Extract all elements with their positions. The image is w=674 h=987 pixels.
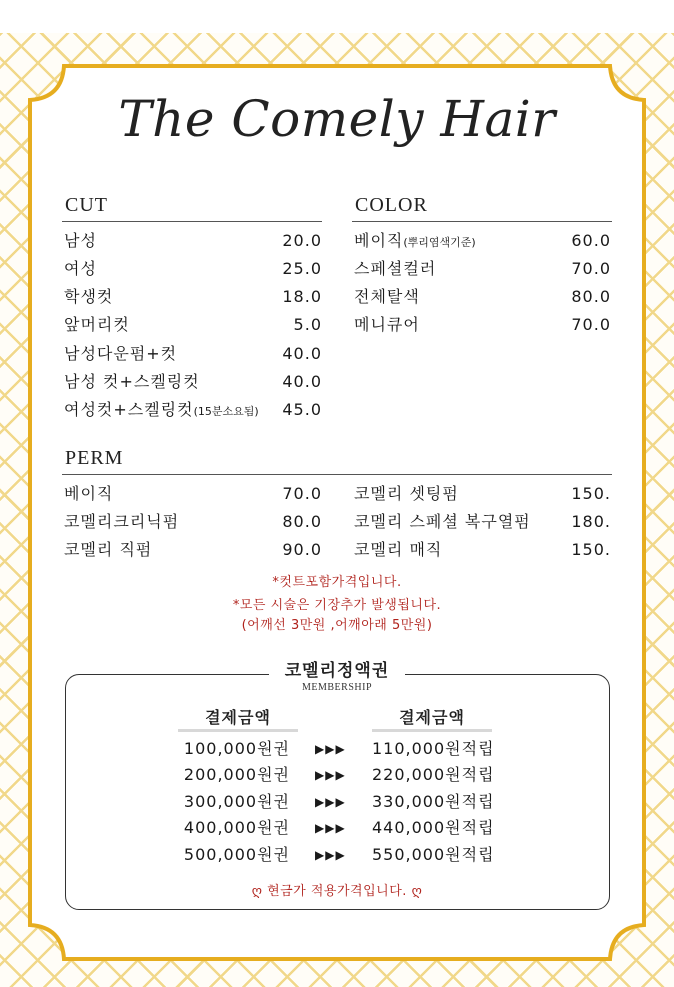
color-item (354, 285, 611, 309)
cut-rule (62, 221, 322, 222)
color-heading: COLOR (355, 194, 428, 216)
membership-row (0, 737, 674, 761)
cut-item-price: 45.0 (282, 400, 322, 419)
cut-item (64, 398, 322, 422)
color-item-price: 70.0 (571, 259, 611, 278)
membership-reward-amount: 110,000원적립 (372, 739, 495, 758)
cut-item-name: 앞머리컷 (64, 315, 130, 334)
membership-row (0, 843, 674, 867)
membership-note (0, 880, 674, 899)
notice-line: *모든 시술은 기장추가 발생됩니다. (232, 598, 442, 613)
membership-title (0, 656, 674, 681)
cut-item-price: 18.0 (282, 287, 322, 306)
membership-note-text: 현금가 적용가격입니다. (267, 884, 407, 899)
membership-reward-amount: 220,000원적립 (372, 765, 495, 784)
membership-arrow-icon: ▶▶▶ (315, 795, 346, 809)
cut-item-price: 40.0 (282, 344, 322, 363)
heart-icon: ღ (411, 884, 423, 899)
perm-heading: PERM (65, 447, 124, 469)
perm-item (64, 538, 322, 562)
notice-line: *컷트포함가격입니다. (272, 575, 402, 590)
cut-item-name: 남성 (64, 231, 97, 250)
membership-pay-amount: 300,000원권 (183, 792, 290, 811)
membership-pay-amount: 400,000원권 (183, 818, 290, 837)
perm-item-name: 코멜리크리닉펌 (64, 512, 180, 531)
perm-item (354, 482, 611, 506)
cut-item-price: 5.0 (293, 315, 322, 334)
cut-item (64, 285, 322, 309)
cut-item-name: 학생컷 (64, 287, 114, 306)
color-item-price: 70.0 (571, 315, 611, 334)
color-rule (352, 221, 612, 222)
membership-reward-amount: 550,000원적립 (372, 845, 495, 864)
color-item-label: 베이직 (354, 231, 404, 250)
cut-item-price: 25.0 (282, 259, 322, 278)
membership-title-text: 코멜리정액권 (269, 661, 406, 681)
membership-col-pay-label: 결제금액 (205, 708, 271, 727)
perm-item-price: 180. (571, 512, 611, 531)
cut-item (64, 229, 322, 253)
cut-item-price: 40.0 (282, 372, 322, 391)
color-item-name (354, 229, 476, 255)
cut-item-name (64, 398, 259, 424)
membership-reward-amount: 330,000원적립 (372, 792, 495, 811)
perm-item-name: 베이직 (64, 484, 114, 503)
color-item (354, 229, 611, 253)
perm-item (354, 538, 611, 562)
membership-reward-amount: 440,000원적립 (372, 818, 495, 837)
membership-col-reward (372, 705, 492, 728)
perm-item (64, 482, 322, 506)
perm-item-name: 코멜리 셋팅펌 (354, 484, 459, 503)
heart-icon: ღ (251, 884, 263, 899)
color-item-name: 전체탈색 (354, 287, 420, 306)
perm-item-price: 150. (571, 540, 611, 559)
membership-pay-amount: 500,000원권 (183, 845, 290, 864)
cut-item-name: 남성 컷+스켈링컷 (64, 372, 200, 391)
color-item-note: (뿌리염색기준) (403, 236, 476, 249)
cut-item (64, 370, 322, 394)
membership-col-pay (178, 705, 298, 728)
color-item-name: 메니큐어 (354, 315, 420, 334)
cut-item (64, 313, 322, 337)
perm-item-price: 70.0 (282, 484, 322, 503)
color-item (354, 313, 611, 337)
perm-item-name: 코멜리 매직 (354, 540, 443, 559)
notice-line: (어깨선 3만원 ,어깨아래 5만원) (241, 618, 433, 633)
perm-item-price: 90.0 (282, 540, 322, 559)
perm-item (64, 510, 322, 534)
cut-item-price: 20.0 (282, 231, 322, 250)
membership-col-reward-underline (372, 729, 492, 732)
membership-row (0, 763, 674, 787)
cut-item-name: 남성다운펌+컷 (64, 344, 178, 363)
cut-item (64, 257, 322, 281)
membership-arrow-icon: ▶▶▶ (315, 768, 346, 782)
membership-row (0, 816, 674, 840)
color-item-price: 60.0 (571, 231, 611, 250)
membership-arrow-icon: ▶▶▶ (315, 821, 346, 835)
membership-arrow-icon: ▶▶▶ (315, 742, 346, 756)
perm-item (354, 510, 611, 534)
membership-subtitle: MEMBERSHIP (301, 682, 372, 693)
membership-arrow-icon: ▶▶▶ (315, 848, 346, 862)
cut-item-label: 여성컷+스켈링컷 (64, 400, 194, 419)
perm-item-price: 150. (571, 484, 611, 503)
cut-item-note: (15분소요됨) (193, 405, 259, 418)
perm-item-price: 80.0 (282, 512, 322, 531)
perm-item-name: 코멜리 직펌 (64, 540, 153, 559)
color-item-name: 스페셜컬러 (354, 259, 437, 278)
cut-heading: CUT (65, 194, 108, 216)
cut-item (64, 342, 322, 366)
perm-rule (62, 474, 612, 475)
salon-title: The Comely Hair (118, 90, 556, 148)
membership-pay-amount: 200,000원권 (183, 765, 290, 784)
membership-row (0, 790, 674, 814)
membership-col-reward-label: 결제금액 (399, 708, 465, 727)
membership-pay-amount: 100,000원권 (183, 739, 290, 758)
membership-col-pay-underline (178, 729, 298, 732)
color-item (354, 257, 611, 281)
perm-item-name: 코멜리 스페셜 복구열펌 (354, 512, 531, 531)
color-item-price: 80.0 (571, 287, 611, 306)
cut-item-name: 여성 (64, 259, 97, 278)
